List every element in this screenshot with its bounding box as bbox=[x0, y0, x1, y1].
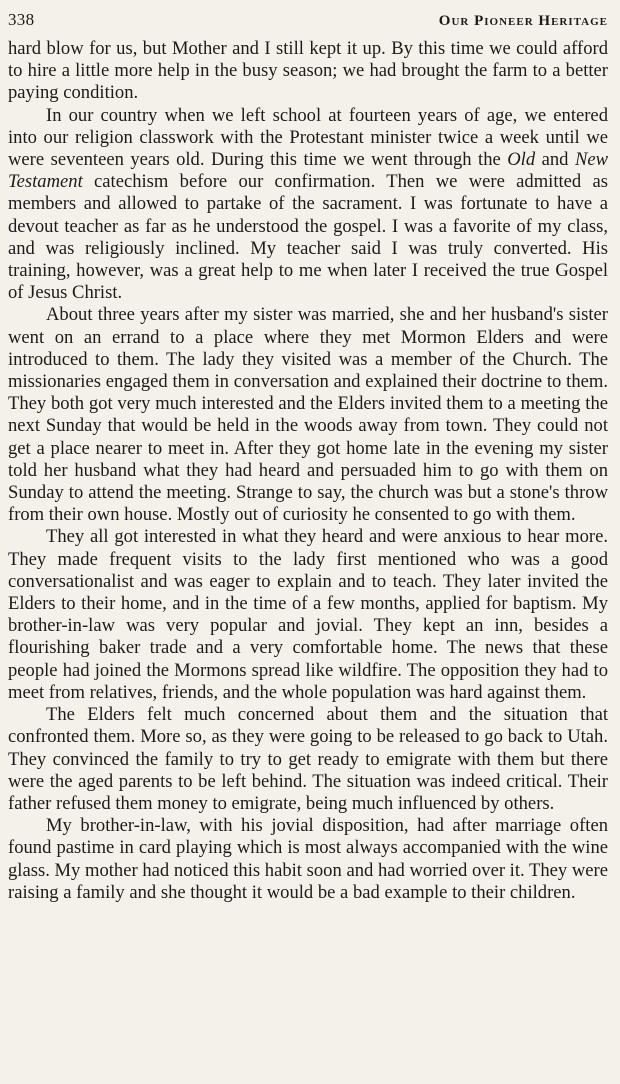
paragraph-baptism: They all got interested in what they heard and were anxious to hear more. They made frequent visits to the lady first mentioned who was a good conversationalist and was eager to explain and to teach. They later invited the Elders to their home, and in the time of a few months, applied for baptism. My brother-in-law was very popular and jovial. They kept an inn, besides a flourishing baker trade and a very comfortable home. The news that these people had joined the Mormons spread like wildfire. The opposition they had to meet from relatives, friends, and the whole population was hard against them. bbox=[8, 526, 608, 703]
paragraph-continuation: hard blow for us, but Mother and I still kept it up. By this time we could afford to hire a little more help in the busy season; we had brought the farm to a better paying condition. bbox=[8, 38, 608, 104]
running-title: Our Pioneer Heritage bbox=[438, 13, 608, 29]
paragraph-brother-in-law: My brother-in-law, with his jovial disposition, had after marriage often found pastime in card playing which is most always accompanied with the wine glass. My mother had noticed this habit soon and had worried over it. They were raising a family and she thought it would be a bad example to their children. bbox=[8, 815, 608, 903]
paragraph-sister-meeting: About three years after my sister was married, she and her husband's sister went on an errand to a place where they met Mormon Elders and were introduced to them. The lady they visited was a member of the Church. The missionaries engaged them in conversation and explained their doctrine to them. They both got very much interested and the Elders invited them to a meeting the next Sunday that would be held in the woods away from town. They could not get a place nearer to meet in. After they got home late in the evening my sister told her husband what they had heard and persuaded him to go with them on Sunday to attend the meeting. Strange to say, the church was but a stone's throw from their own house. Mostly out of curiosity he consented to go with them. bbox=[8, 304, 608, 526]
paragraph-text: In our country when we left school at fourteen years of age, we entered into our religion classwork with the Protestant minister twice a week until we were seventeen years old. During this time we went through the bbox=[8, 104, 608, 171]
paragraph-text: and bbox=[535, 149, 575, 171]
italic-new-testament: New Testament bbox=[8, 149, 608, 193]
page-number: 338 bbox=[8, 10, 35, 29]
running-header bbox=[8, 10, 608, 32]
paragraph-text: catechism before our confirmation. Then we were admitted as members and allowed to partake of the sacrament. I was fortunate to have a devout teacher as far as he understood the gospel. I was a favorite of my class, and was religiously inclined. My teacher said I was truly converted. His training, however, was a great help to me when later I received the true Gospel of Jesus Christ. bbox=[8, 171, 608, 304]
body-text bbox=[8, 38, 608, 904]
paragraph-elders: The Elders felt much concerned about them and the situation that confronted them. More so, as they were going to be released to go back to Utah. They convinced the family to try to get ready to emigrate with them but there were the aged parents to be left behind. The situation was indeed critical. Their father refused them money to emigrate, being much influenced by others. bbox=[8, 704, 608, 814]
italic-old: Old bbox=[507, 149, 536, 171]
paragraph-religion-class bbox=[8, 105, 608, 305]
